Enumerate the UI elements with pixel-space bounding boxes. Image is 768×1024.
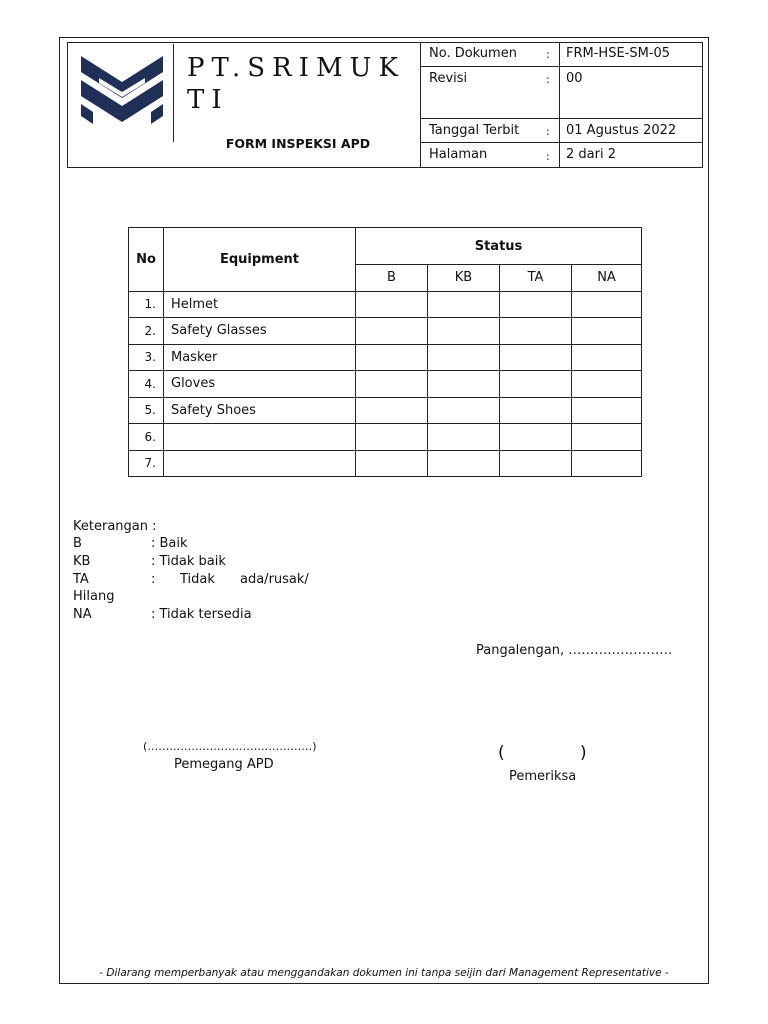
col-header-equipment: Equipment (164, 228, 356, 292)
row-number: 5. (129, 397, 164, 424)
equipment-name[interactable] (164, 450, 356, 477)
status-col-ta: TA (500, 265, 572, 292)
legend-desc-ta-cont: ada/rusak/ (240, 572, 309, 587)
meta-value-tanggal-terbit: 01 Agustus 2022 (566, 123, 677, 138)
status-cell[interactable] (572, 397, 642, 424)
equipment-name[interactable] (164, 424, 356, 451)
status-cell[interactable] (356, 318, 428, 345)
table-row (129, 344, 642, 371)
status-cell[interactable] (572, 291, 642, 318)
status-cell[interactable] (500, 344, 572, 371)
meta-divider (559, 42, 560, 168)
status-cell[interactable] (356, 450, 428, 477)
status-cell[interactable] (356, 371, 428, 398)
meta-colon: : (546, 125, 550, 138)
inspector-paren-open: ( (498, 743, 505, 763)
legend-desc-na: : Tidak tersedia (151, 607, 252, 622)
status-cell[interactable] (500, 450, 572, 477)
inspector-paren-close: ) (580, 743, 587, 763)
legend-code-b: B (73, 536, 82, 551)
meta-label-revisi: Revisi (429, 71, 468, 86)
meta-divider (420, 66, 703, 67)
status-col-b: B (356, 265, 428, 292)
status-cell[interactable] (428, 344, 500, 371)
status-cell[interactable] (428, 424, 500, 451)
row-number: 3. (129, 344, 164, 371)
status-cell[interactable] (572, 344, 642, 371)
equipment-name: Gloves (164, 371, 356, 398)
form-title: FORM INSPEKSI APD (225, 136, 371, 151)
status-cell[interactable] (572, 318, 642, 345)
meta-label-no-dokumen: No. Dokumen (429, 46, 517, 61)
legend-desc-kb: : Tidak baik (151, 554, 226, 569)
holder-title: Pemegang APD (174, 757, 274, 772)
legend-desc-ta-wrap: Hilang (73, 589, 115, 604)
status-cell[interactable] (428, 450, 500, 477)
meta-value-halaman: 2 dari 2 (566, 147, 616, 162)
status-col-kb: KB (428, 265, 500, 292)
meta-colon: : (546, 73, 550, 86)
table-row (129, 318, 642, 345)
status-cell[interactable] (500, 291, 572, 318)
status-cell[interactable] (500, 424, 572, 451)
row-number: 4. (129, 371, 164, 398)
legend-code-kb: KB (73, 554, 91, 569)
meta-label-halaman: Halaman (429, 147, 488, 162)
status-cell[interactable] (500, 371, 572, 398)
holder-signature-line[interactable]: (………………………………………) (143, 740, 317, 753)
status-cell[interactable] (572, 371, 642, 398)
row-number: 2. (129, 318, 164, 345)
col-header-status: Status (356, 228, 642, 265)
status-cell[interactable] (500, 397, 572, 424)
equipment-name: Masker (164, 344, 356, 371)
status-cell[interactable] (356, 344, 428, 371)
meta-value-revisi: 00 (566, 71, 583, 86)
row-number: 6. (129, 424, 164, 451)
equipment-name: Safety Shoes (164, 397, 356, 424)
row-number: 7. (129, 450, 164, 477)
logo-divider (173, 44, 174, 142)
meta-colon: : (546, 48, 550, 61)
company-logo-icon (79, 52, 165, 132)
status-cell[interactable] (572, 424, 642, 451)
inspection-table (128, 227, 642, 477)
meta-colon: : (546, 150, 550, 163)
table-row (129, 450, 642, 477)
table-row (129, 291, 642, 318)
table-row (129, 424, 642, 451)
table-row (129, 371, 642, 398)
equipment-name: Helmet (164, 291, 356, 318)
status-cell[interactable] (428, 371, 500, 398)
meta-label-tanggal-terbit: Tanggal Terbit (429, 123, 520, 138)
status-cell[interactable] (356, 397, 428, 424)
col-header-no: No (129, 228, 164, 292)
table-row (129, 397, 642, 424)
meta-divider (420, 42, 421, 168)
status-cell[interactable] (500, 318, 572, 345)
equipment-name: Safety Glasses (164, 318, 356, 345)
meta-value-no-dokumen: FRM-HSE-SM-05 (566, 46, 671, 61)
inspector-title: Pemeriksa (509, 769, 577, 784)
legend-desc-ta-colon: : (151, 572, 156, 587)
status-col-na: NA (572, 265, 642, 292)
legend-code-na: NA (73, 607, 92, 622)
status-cell[interactable] (428, 291, 500, 318)
status-cell[interactable] (572, 450, 642, 477)
legend-desc-ta: Tidak (180, 572, 215, 587)
legend-code-ta: TA (73, 572, 89, 587)
status-cell[interactable] (428, 318, 500, 345)
row-number: 1. (129, 291, 164, 318)
meta-divider (420, 118, 703, 119)
footer-notice: - Dilarang memperbanyak atau menggandakan dokumen ini tanpa seijin dari Management Representative - (99, 967, 669, 979)
status-cell[interactable] (428, 397, 500, 424)
company-name: PT.SRIMUKTI (187, 53, 405, 115)
status-cell[interactable] (356, 424, 428, 451)
page-border (59, 37, 709, 984)
status-cell[interactable] (356, 291, 428, 318)
keterangan-title: Keterangan : (73, 519, 157, 534)
place-date[interactable]: Pangalengan, …………………… (476, 643, 673, 658)
legend-desc-b: : Baik (151, 536, 188, 551)
meta-divider (420, 142, 703, 143)
